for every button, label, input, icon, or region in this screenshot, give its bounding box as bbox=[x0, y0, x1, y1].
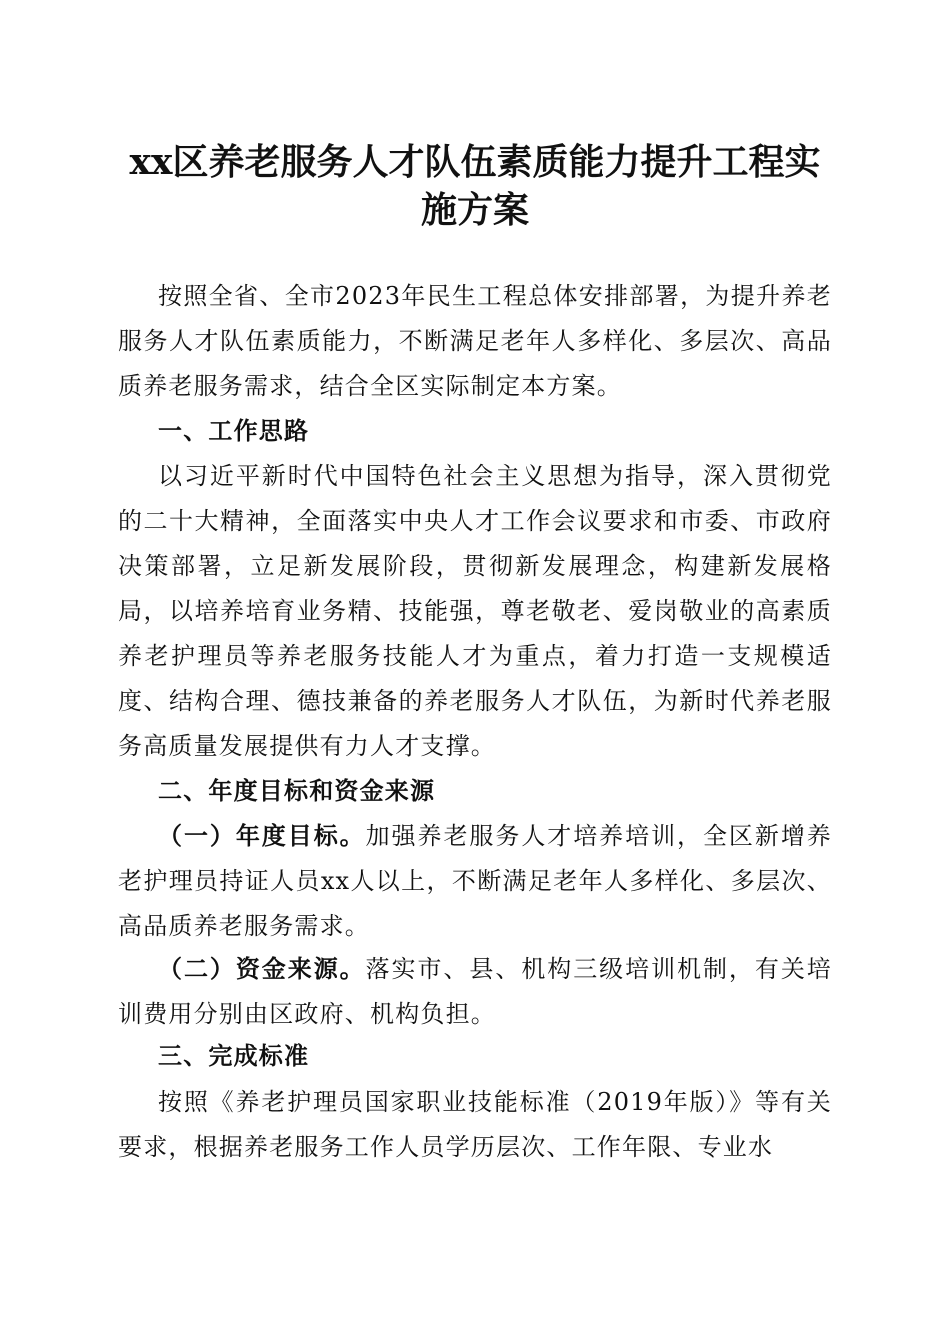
document-title-line-2: 施方案 bbox=[420, 189, 529, 231]
section-2-item-2-label: （二）资金来源。 bbox=[158, 955, 366, 983]
section-3-paragraph: 按照《养老护理员国家职业技能标准（2019年版）》等有关要求，根据养老服务工作人员学历层次、工作年限、专业水 bbox=[118, 1088, 832, 1161]
section-1-paragraph: 以习近平新时代中国特色社会主义思想为指导，深入贯彻党的二十大精神，全面落实中央人才工作会议要求和市委、市政府决策部署，立足新发展阶段，贯彻新发展理念，构建新发展格局，以培养培育业务精、技能强，尊老敬老、爱岗敬业的高素质养老护理员等养老服务技能人才为重点，着力打造一支规模适度、结构合理、德技兼备的养老服务人才队伍，为新时代养老服务高质量发展提供有力人才支撑。 bbox=[118, 462, 832, 760]
intro-paragraph: 按照全省、全市2023年民生工程总体安排部署，为提升养老服务人才队伍素质能力，不断满足老年人多样化、多层次、高品质养老服务需求，结合全区实际制定本方案。 bbox=[118, 282, 832, 400]
section-2-item-1-label: （一）年度目标。 bbox=[158, 822, 366, 850]
section-3-heading: 三、完成标准 bbox=[158, 1042, 310, 1070]
section-2-heading: 二、年度目标和资金来源 bbox=[158, 777, 436, 805]
section-2-item-1 bbox=[118, 814, 832, 949]
section-1-heading: 一、工作思路 bbox=[158, 417, 310, 445]
section-2-item-1-body: 加强养老服务人才培养培训，全区新增养老护理员持证人员xx人以上，不断满足老年人多样化、多层次、高品质养老服务需求。 bbox=[118, 822, 832, 940]
section-2-item-2 bbox=[118, 947, 832, 1037]
section-2-item-2-body: 落实市、县、机构三级培训机制，有关培训费用分别由区政府、机构负担。 bbox=[118, 955, 832, 1028]
document-title-line-1: xx区养老服务人才队伍素质能力提升工程实 bbox=[129, 141, 821, 183]
